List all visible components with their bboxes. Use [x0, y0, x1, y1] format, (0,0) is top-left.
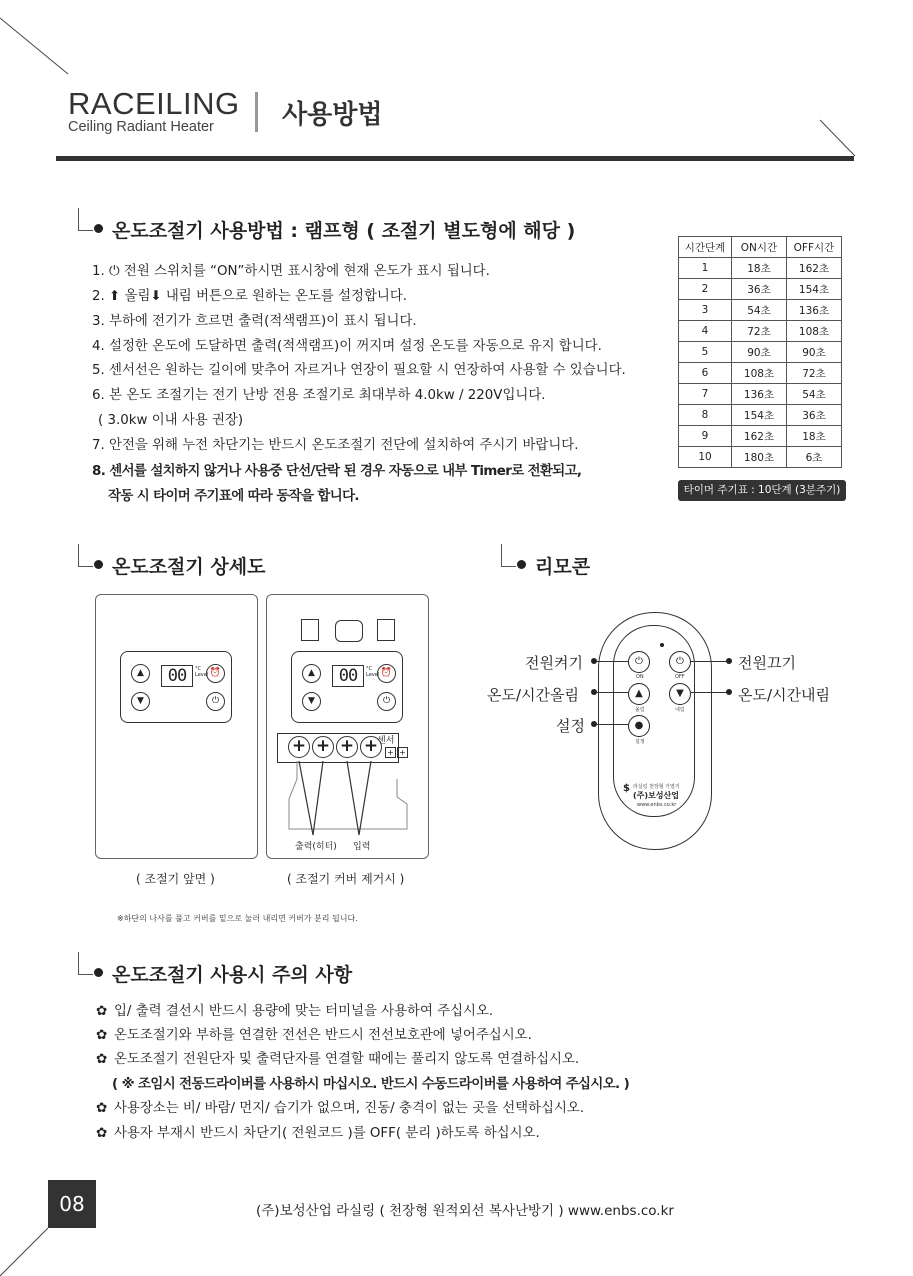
- table-row: [679, 426, 842, 447]
- cover-caption: ( 조절기 커버 제거시 ): [287, 872, 405, 886]
- table-cell: 108초: [732, 363, 787, 384]
- table-cell: 10: [679, 447, 732, 468]
- gear-icon: ✿: [96, 1101, 108, 1116]
- level-label: °C Level: [366, 666, 380, 678]
- heading-dot: [94, 224, 103, 233]
- terminal-screw-icon: +: [360, 736, 382, 758]
- table-cell: 4: [679, 321, 732, 342]
- section-heading-detail: [112, 552, 265, 579]
- table-cell: 9: [679, 426, 732, 447]
- table-cell: 6: [679, 363, 732, 384]
- instruction-8-cont: 작동 시 타이머 주기표에 따라 동작을 합니다.: [108, 489, 359, 504]
- table-cell: 7: [679, 384, 732, 405]
- table-cell: 72초: [732, 321, 787, 342]
- front-caption: ( 조절기 앞면 ): [136, 872, 215, 886]
- remote-down-button[interactable]: ▼: [669, 683, 691, 705]
- leader-line: [594, 692, 628, 693]
- caution-item: [96, 1048, 579, 1067]
- caution-item: [96, 1097, 584, 1116]
- terminal-screw-icon: +: [288, 736, 310, 758]
- table-cell: 72초: [787, 363, 842, 384]
- remote-logo-icon: $: [623, 783, 630, 794]
- table-cell: 90초: [787, 342, 842, 363]
- leader-dot: [726, 658, 732, 664]
- leader-line: [594, 661, 628, 662]
- caution-text: 사용자 부재시 반드시 차단기( 전원코드 )를 OFF( 분리 )하도록 하십시오.: [114, 1126, 540, 1141]
- table-cell: 108초: [787, 321, 842, 342]
- input-label: 입력: [353, 842, 371, 852]
- remote-body: [598, 612, 712, 850]
- label-temp-down: 온도/시간내림: [738, 686, 830, 704]
- brand-subtitle: Ceiling Radiant Heater: [68, 119, 214, 135]
- instruction-3: 3. 부하에 전기가 흐르면 출력(적색램프)이 표시 됩니다.: [92, 314, 417, 329]
- table-row: [679, 384, 842, 405]
- instruction-1: 1. ⏻ 전원 스위치를 “ON”하시면 표시창에 현재 온도가 표시 됩니다.: [92, 264, 490, 279]
- remote-off-label: OFF: [675, 674, 685, 680]
- table-row: [679, 342, 842, 363]
- table-row: [679, 300, 842, 321]
- instruction-8: 8. 센서를 설치하지 않거나 사용중 단선/단락 된 경우 자동으로 내부 Timer로 전환되고,: [92, 464, 582, 479]
- caution-bold-note: ( ※ 조임시 전동드라이버를 사용하시 마십시오. 반드시 수동드라이버를 사용하여 주십시오. ): [112, 1077, 630, 1092]
- mounting-tab: [301, 619, 319, 641]
- table-row: [679, 447, 842, 468]
- leader-line: [691, 661, 729, 662]
- table-header-row: [679, 237, 842, 258]
- gear-icon: ✿: [96, 1126, 108, 1141]
- table-cell: 18초: [732, 258, 787, 279]
- remote-brand: (주)보성산업: [633, 791, 679, 800]
- sensor-terminal-icon: +: [397, 747, 408, 758]
- section-title: 온도조절기 사용시 주의 사항: [112, 964, 353, 986]
- remote-up-label: 올림: [635, 707, 645, 713]
- instruction-5: 5. 센서선은 원하는 길이에 맞추어 자르거나 연장이 필요할 시 연장하여 사용할 수 있습니다.: [92, 363, 626, 378]
- wiring-diagram: [267, 759, 428, 839]
- leader-dot: [591, 721, 597, 727]
- table-row: [679, 279, 842, 300]
- leader-dot: [726, 689, 732, 695]
- heading-marker: [501, 544, 516, 567]
- leader-line: [691, 692, 729, 693]
- table-cell: 154초: [787, 279, 842, 300]
- controller-display: [120, 651, 232, 723]
- leader-dot: [591, 658, 597, 664]
- table-cell: 5: [679, 342, 732, 363]
- up-arrow-icon: ▲: [302, 664, 321, 683]
- footer-text: (주)보성산업 라실링 ( 천장형 원적외선 복사난방기 ) www.enbs.co.kr: [256, 1203, 674, 1219]
- table-header: OFF시간: [787, 237, 842, 258]
- instruction-6: 6. 본 온도 조절기는 전기 난방 전용 조절기로 최대부하 4.0kw / 220V입니다.: [92, 388, 546, 403]
- remote-power-on-button[interactable]: ⏻: [628, 651, 650, 673]
- gear-icon: ✿: [96, 1028, 108, 1043]
- power-icon: ⏻: [377, 692, 396, 711]
- table-cell: 180초: [732, 447, 787, 468]
- table-cell: 8: [679, 405, 732, 426]
- down-arrow-icon: ▼: [131, 692, 150, 711]
- heading-marker: [78, 208, 93, 231]
- timer-icon: ⏰: [206, 664, 225, 683]
- terminal-screw-icon: +: [312, 736, 334, 758]
- section-heading-remote: [535, 552, 590, 579]
- down-arrow-icon: ▼: [302, 692, 321, 711]
- table-cell: 6초: [787, 447, 842, 468]
- terminal-screw-icon: +: [336, 736, 358, 758]
- timer-table-caption: 타이머 주기표 : 10단계 (3분주기): [678, 480, 846, 501]
- table-row: [679, 321, 842, 342]
- caution-text: 온도조절기와 부하를 연결한 전선은 반드시 전선보호관에 넣어주십시오.: [114, 1028, 532, 1043]
- instruction-7: 7. 안전을 위해 누전 차단기는 반드시 온도조절기 전단에 설치하여 주시기 바랍니다.: [92, 438, 579, 453]
- sensor-terminal-icon: +: [385, 747, 396, 758]
- table-cell: 1: [679, 258, 732, 279]
- table-cell: 3: [679, 300, 732, 321]
- table-cell: 18초: [787, 426, 842, 447]
- label-temp-up: 온도/시간올림: [487, 686, 579, 704]
- caution-item: [96, 1000, 493, 1019]
- instruction-6-note: ( 3.0kw 이내 사용 권장): [98, 413, 244, 428]
- remote-led: [660, 643, 664, 647]
- header-divider: [255, 92, 258, 132]
- table-cell: 54초: [787, 384, 842, 405]
- section-title: 리모콘: [535, 556, 591, 578]
- heading-dot: [517, 560, 526, 569]
- up-arrow-icon: ▲: [131, 664, 150, 683]
- section-heading-usage: [112, 216, 575, 243]
- timer-icon: ⏰: [377, 664, 396, 683]
- remote-set-button[interactable]: ●: [628, 715, 650, 737]
- temperature-readout: 00: [332, 665, 364, 687]
- leader-dot: [591, 689, 597, 695]
- table-row: [679, 258, 842, 279]
- output-label: 출력(히터): [295, 842, 337, 852]
- caution-item: [96, 1122, 540, 1141]
- brand-logo: RACEILING: [68, 86, 240, 121]
- table-cell: 162초: [787, 258, 842, 279]
- table-row: [679, 405, 842, 426]
- power-icon: ⏻: [206, 692, 225, 711]
- table-cell: 154초: [732, 405, 787, 426]
- label-power-off: 전원끄기: [738, 654, 796, 672]
- instruction-2: 2. ⬆ 올림⬇ 내림 버튼으로 원하는 온도를 설정합니다.: [92, 289, 408, 304]
- table-header: ON시간: [732, 237, 787, 258]
- page-number: 08: [48, 1180, 96, 1228]
- caution-item: [96, 1024, 532, 1043]
- leader-line: [594, 724, 628, 725]
- section-title: 온도조절기 상세도: [112, 556, 266, 578]
- table-row: [679, 363, 842, 384]
- instruction-4: 4. 설정한 온도에 도달하면 출력(적색램프)이 꺼지며 설정 온도를 자동으로 유지 합니다.: [92, 339, 602, 354]
- gear-icon: ✿: [96, 1052, 108, 1067]
- table-cell: 136초: [732, 384, 787, 405]
- cover-note: ※하단의 나사를 풀고 커버를 밑으로 눌러 내리면 커버가 분리 됩니다.: [117, 914, 358, 923]
- heading-dot: [94, 560, 103, 569]
- table-cell: 36초: [732, 279, 787, 300]
- controller-cover-removed-panel: [266, 594, 429, 859]
- caution-text: 입/ 출력 결선시 반드시 용량에 맞는 터미널을 사용하여 주십시오.: [114, 1004, 494, 1019]
- table-cell: 90초: [732, 342, 787, 363]
- controller-display: [291, 651, 403, 723]
- page-title: 사용방법: [282, 100, 383, 130]
- label-set: 설정: [556, 717, 585, 735]
- mounting-tab: [377, 619, 395, 641]
- remote-url: www.enbs.co.kr: [637, 802, 677, 808]
- header-rule: [56, 156, 854, 161]
- table-cell: 136초: [787, 300, 842, 321]
- remote-brand-small: 라실링 천장형 가열기: [633, 784, 680, 790]
- section-title: 온도조절기 사용방법 : 램프형 ( 조절기 별도형에 해당 ): [112, 220, 576, 242]
- heading-marker: [78, 544, 93, 567]
- remote-down-label: 내림: [675, 707, 685, 713]
- controller-front-panel: [95, 594, 258, 859]
- heading-dot: [94, 968, 103, 977]
- timer-table: [678, 236, 842, 468]
- table-cell: 162초: [732, 426, 787, 447]
- caution-text: 사용장소는 비/ 바람/ 먼지/ 습기가 없으며, 진동/ 충격이 없는 곳을 선택하십시오.: [114, 1101, 585, 1116]
- sensor-label: 센서: [377, 736, 395, 746]
- cable-port: [335, 620, 363, 642]
- remote-set-label: 설정: [635, 739, 645, 745]
- remote-up-button[interactable]: ▲: [628, 683, 650, 705]
- remote-power-off-button[interactable]: ⏻: [669, 651, 691, 673]
- heading-marker: [78, 952, 93, 975]
- table-cell: 36초: [787, 405, 842, 426]
- temperature-readout: 00: [161, 665, 193, 687]
- table-cell: 54초: [732, 300, 787, 321]
- label-power-on: 전원켜기: [525, 654, 583, 672]
- table-header: 시간단계: [679, 237, 732, 258]
- table-cell: 2: [679, 279, 732, 300]
- caution-text: 온도조절기 전원단자 및 출력단자를 연결할 때에는 풀리지 않도록 연결하십시오.: [114, 1052, 580, 1067]
- remote-on-label: ON: [636, 674, 644, 680]
- level-label: °C Level: [195, 666, 209, 678]
- section-heading-caution: [112, 960, 352, 987]
- gear-icon: ✿: [96, 1004, 108, 1019]
